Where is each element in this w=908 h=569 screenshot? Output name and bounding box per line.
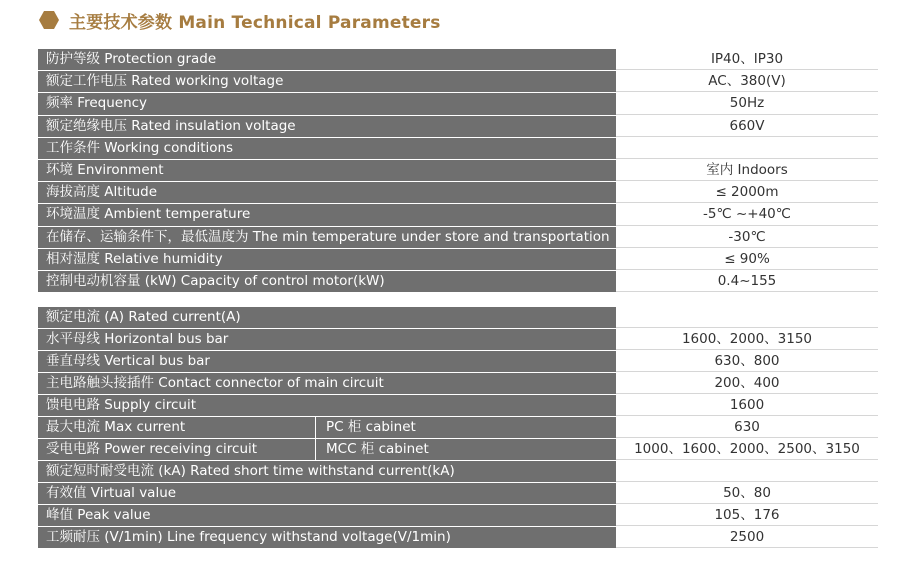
parameter-value [616, 138, 878, 159]
parameter-label: 工作条件 Working conditions [38, 138, 616, 159]
table-row [38, 182, 878, 204]
table-row [38, 373, 878, 395]
parameter-label: 工频耐压 (V/1min) Line frequency withstand voltage(V/1min) [38, 527, 616, 548]
parameter-label: 受电电路 Power receiving circuit [38, 439, 316, 460]
table-row [38, 527, 878, 549]
table-row [38, 395, 878, 417]
table-row [38, 461, 878, 483]
parameter-value: 50、80 [616, 483, 878, 504]
parameter-label: 额定绝缘电压 Rated insulation voltage [38, 116, 616, 137]
parameter-label: 馈电电路 Supply circuit [38, 395, 616, 416]
parameter-value: ≤ 90% [616, 249, 878, 270]
parameter-value: 630 [616, 417, 878, 438]
parameter-sublabel: MCC 柜 cabinet [316, 439, 616, 460]
parameter-value [616, 461, 878, 482]
table-row [38, 204, 878, 226]
parameter-value: 50Hz [616, 93, 878, 114]
parameter-label: 最大电流 Max current [38, 417, 316, 438]
parameter-value: 1600、2000、3150 [616, 329, 878, 350]
parameter-value: 0.4~155 [616, 271, 878, 292]
table-row [38, 483, 878, 505]
parameter-value: 660V [616, 116, 878, 137]
parameter-label: 环境 Environment [38, 160, 616, 181]
parameter-value: 630、800 [616, 351, 878, 372]
parameter-label: 防护等级 Protection grade [38, 49, 616, 70]
section-header [38, 8, 441, 32]
parameter-value: IP40、IP30 [616, 49, 878, 70]
parameter-label: 在储存、运输条件下，最低温度为 The min temperature under store and transportation [38, 227, 616, 248]
parameter-label: 额定电流 (A) Rated current(A) [38, 307, 616, 328]
parameters-table-general [38, 49, 878, 293]
parameter-value [616, 307, 878, 328]
hexagon-icon [38, 9, 60, 31]
parameter-value: 2500 [616, 527, 878, 548]
parameter-value: 室内 Indoors [616, 160, 878, 181]
table-row [38, 138, 878, 160]
parameters-table-current [38, 307, 878, 549]
parameter-value: -5℃ ~+40℃ [616, 204, 878, 225]
parameter-label: 垂直母线 Vertical bus bar [38, 351, 616, 372]
table-row [38, 49, 878, 71]
parameter-value: AC、380(V) [616, 71, 878, 92]
table-row [38, 417, 878, 439]
table-row [38, 93, 878, 115]
parameter-sublabel: PC 柜 cabinet [316, 417, 616, 438]
parameter-label: 额定短时耐受电流 (kA) Rated short time withstand current(kA) [38, 461, 616, 482]
table-row [38, 71, 878, 93]
section-title: 主要技术参数 Main Technical Parameters [69, 12, 441, 33]
parameter-value: 105、176 [616, 505, 878, 526]
table-row [38, 351, 878, 373]
parameter-value: -30℃ [616, 227, 878, 248]
parameter-value: 1000、1600、2000、2500、3150 [616, 439, 878, 460]
table-row [38, 329, 878, 351]
table-row [38, 439, 878, 461]
parameter-label: 相对湿度 Relative humidity [38, 249, 616, 270]
parameter-value: 1600 [616, 395, 878, 416]
parameter-value: 200、400 [616, 373, 878, 394]
parameter-label: 频率 Frequency [38, 93, 616, 114]
table-row [38, 227, 878, 249]
parameter-label: 海拔高度 Altitude [38, 182, 616, 203]
parameter-label: 控制电动机容量 (kW) Capacity of control motor(kW) [38, 271, 616, 292]
parameter-value: ≤ 2000m [616, 182, 878, 203]
table-row [38, 160, 878, 182]
parameter-label: 环境温度 Ambient temperature [38, 204, 616, 225]
table-row [38, 271, 878, 293]
parameter-label: 峰值 Peak value [38, 505, 616, 526]
parameter-label: 额定工作电压 Rated working voltage [38, 71, 616, 92]
table-row [38, 505, 878, 527]
table-row [38, 307, 878, 329]
parameter-label: 主电路触头接插件 Contact connector of main circuit [38, 373, 616, 394]
parameter-label: 有效值 Virtual value [38, 483, 616, 504]
parameter-label: 水平母线 Horizontal bus bar [38, 329, 616, 350]
table-row [38, 249, 878, 271]
table-row [38, 116, 878, 138]
